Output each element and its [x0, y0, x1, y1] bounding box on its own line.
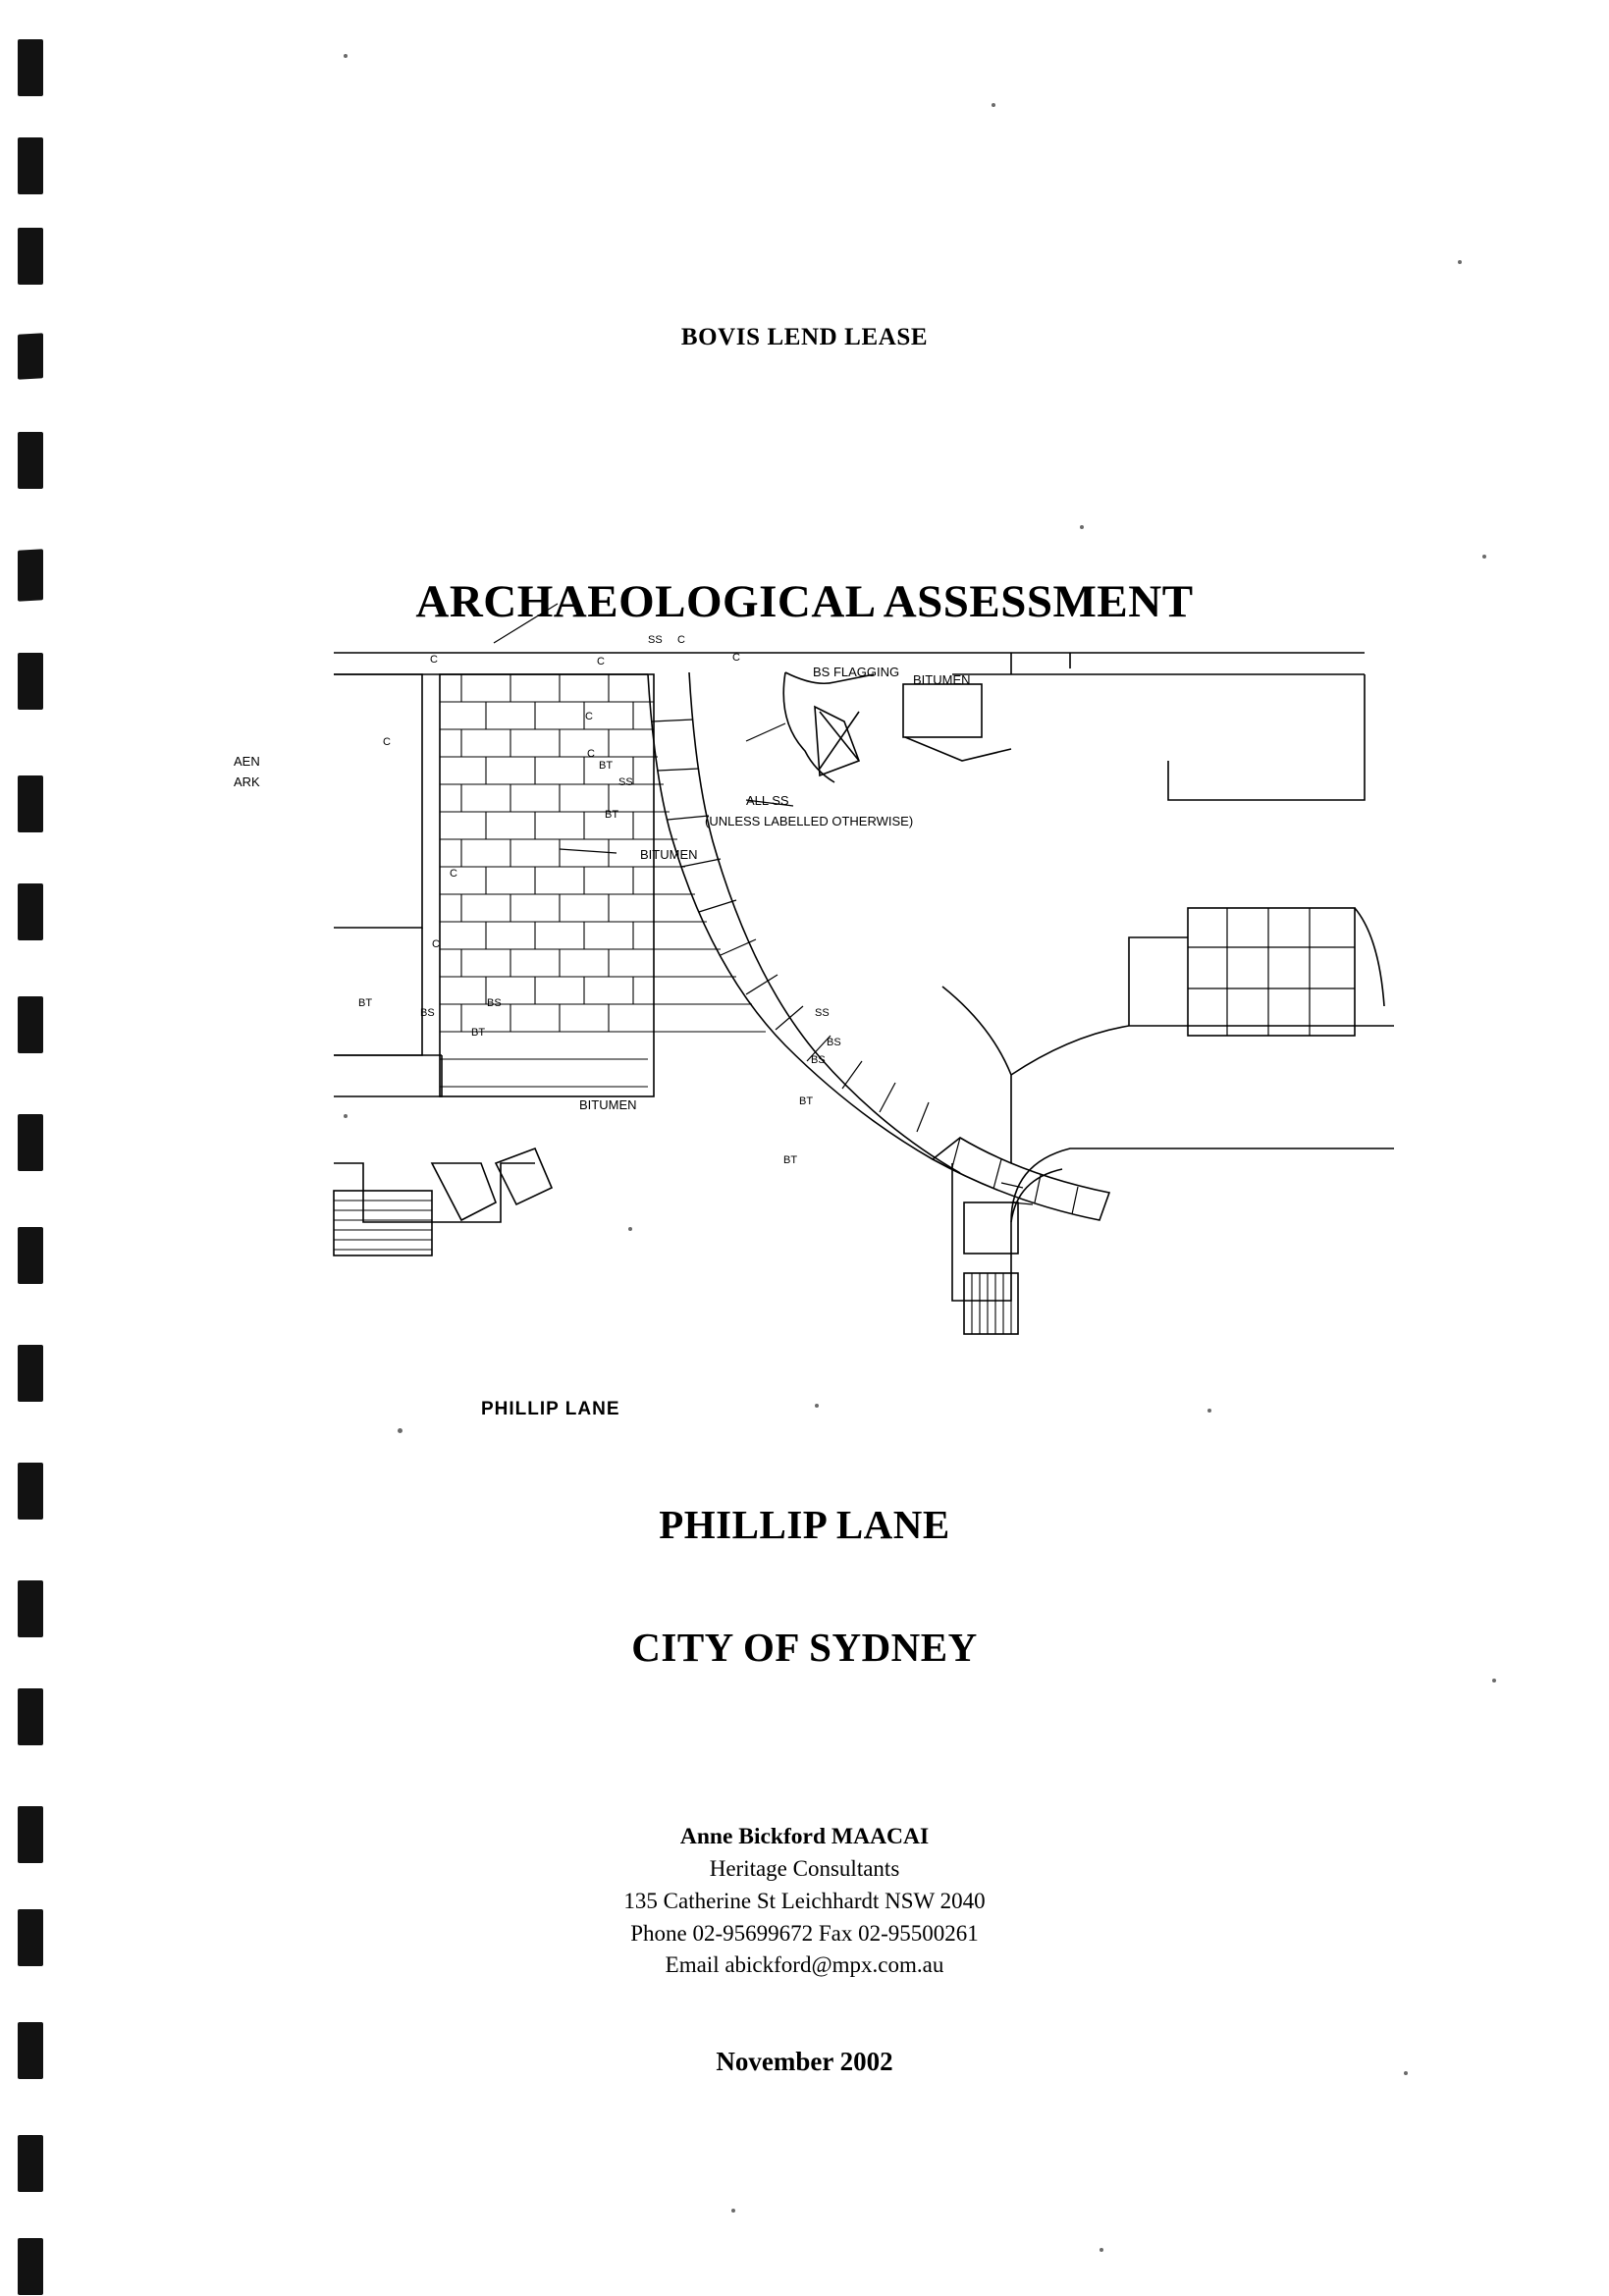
svg-text:BITUMEN: BITUMEN	[640, 847, 698, 862]
author-name: Anne Bickford MAACAI	[679, 1824, 930, 1849]
svg-text:BS: BS	[827, 1037, 841, 1048]
svg-text:BITUMEN: BITUMEN	[579, 1097, 637, 1112]
svg-text:C: C	[383, 736, 391, 748]
author-email: Email abickford@mpx.com.au	[665, 1952, 944, 1978]
page-title: ARCHAEOLOGICAL ASSESSMENT	[415, 576, 1194, 628]
svg-text:SS: SS	[618, 776, 633, 788]
svg-text:C: C	[585, 711, 593, 722]
svg-text:(UNLESS LABELLED OTHERWISE): (UNLESS LABELLED OTHERWISE)	[705, 814, 914, 828]
svg-text:BT: BT	[605, 809, 619, 821]
author-contact: Phone 02-95699672 Fax 02-95500261	[630, 1920, 979, 1946]
svg-text:C: C	[432, 938, 440, 950]
svg-text:BITUMEN: BITUMEN	[913, 672, 971, 687]
document-date: November 2002	[716, 2047, 893, 2076]
svg-text:C: C	[450, 868, 457, 880]
site-plan-drawing	[234, 614, 1394, 1438]
svg-text:C: C	[677, 634, 685, 646]
svg-text:ALL SS: ALL SS	[746, 793, 789, 808]
author-block	[0, 1821, 1609, 1982]
subtitle-city: CITY OF SYDNEY	[631, 1625, 978, 1671]
svg-text:BS: BS	[811, 1054, 826, 1066]
svg-text:C: C	[587, 748, 595, 760]
svg-text:BS: BS	[487, 997, 502, 1009]
svg-text:AEN: AEN	[234, 754, 260, 769]
svg-text:C: C	[597, 656, 605, 667]
svg-text:ARK: ARK	[234, 774, 260, 789]
svg-text:BS: BS	[420, 1007, 435, 1019]
svg-text:BS FLAGGING: BS FLAGGING	[813, 665, 900, 679]
svg-text:C: C	[430, 654, 438, 666]
svg-text:BT: BT	[358, 997, 373, 1009]
author-role: Heritage Consultants	[709, 1856, 900, 1882]
svg-text:BT: BT	[599, 760, 614, 772]
svg-text:SS: SS	[648, 634, 663, 646]
svg-text:C: C	[732, 652, 740, 664]
client-name: BOVIS LEND LEASE	[680, 324, 929, 350]
svg-text:BT: BT	[799, 1095, 814, 1107]
svg-text:BT: BT	[471, 1027, 486, 1039]
svg-text:BT: BT	[783, 1154, 798, 1166]
author-address: 135 Catherine St Leichhardt NSW 2040	[623, 1889, 986, 1914]
svg-text:SS: SS	[815, 1007, 830, 1019]
plan-caption: PHILLIP LANE	[481, 1399, 620, 1419]
subtitle-location: PHILLIP LANE	[659, 1502, 950, 1548]
